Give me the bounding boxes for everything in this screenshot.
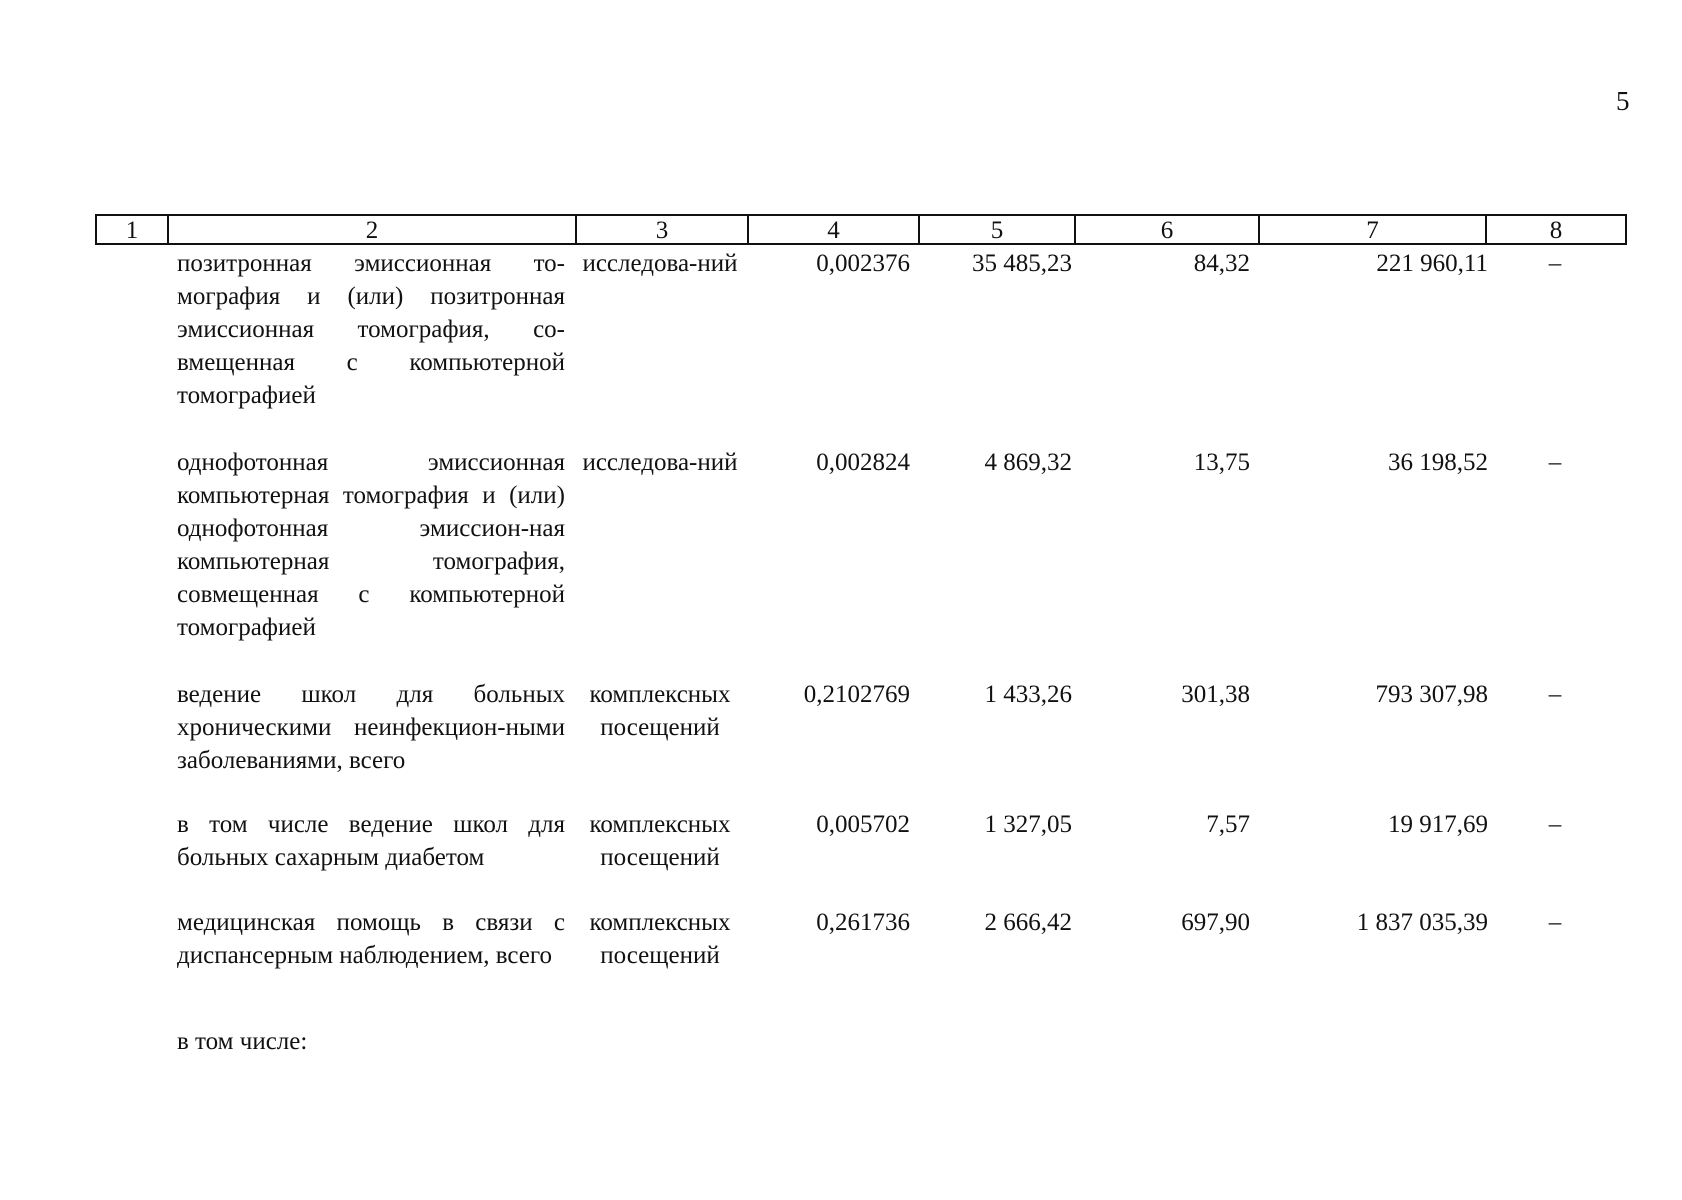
- row-value-col8: –: [1548, 449, 1562, 476]
- row-description: однофотонная эмиссионная компьютерная томография и (или) однофотонная эмиссион-ная компьютерная томография, совмещенная с компьютерной томографией: [177, 449, 565, 641]
- row-value-col5: 35 485,23: [972, 250, 1072, 277]
- row-value-col8: –: [1548, 681, 1562, 708]
- row-description: ведение школ для больных хроническими неинфекцион-ными заболеваниями, всего: [177, 681, 565, 774]
- header-cell-7: 7: [1260, 216, 1487, 243]
- row-value-col8: –: [1548, 909, 1562, 936]
- header-cell-8: 8: [1549, 217, 1563, 244]
- row-value-col8: –: [1548, 250, 1562, 277]
- row-value-col7: 19 917,69: [1388, 811, 1488, 838]
- header-cell-1: 1: [97, 216, 169, 243]
- row-unit: исследова-ний: [582, 449, 738, 476]
- header-cell-4: 4: [749, 216, 920, 243]
- row-value-col5: 1 327,05: [984, 811, 1072, 838]
- row-value-col4: 0,261736: [816, 909, 910, 936]
- header-cell-3: 3: [577, 216, 749, 243]
- subsection-label: в том числе:: [177, 1028, 308, 1055]
- row-value-col4: 0,2102769: [803, 681, 910, 708]
- row-value-col6: 7,57: [1206, 811, 1250, 838]
- page-number: 5: [1616, 86, 1630, 116]
- row-unit: комплексных посещений: [589, 681, 731, 741]
- row-value-col6: 84,32: [1193, 250, 1250, 277]
- row-value-col6: 697,90: [1181, 909, 1250, 936]
- row-value-col6: 13,75: [1193, 449, 1250, 476]
- header-cell-6: 6: [1076, 216, 1260, 243]
- row-value-col7: 221 960,11: [1376, 250, 1488, 277]
- row-value-col8: –: [1548, 811, 1562, 838]
- row-value-col5: 2 666,42: [984, 909, 1072, 936]
- row-value-col5: 1 433,26: [984, 681, 1072, 708]
- row-value-col4: 0,005702: [816, 811, 910, 838]
- row-unit: исследова-ний: [582, 250, 738, 277]
- header-cell-5: 5: [920, 216, 1076, 243]
- row-value-col7: 1 837 035,39: [1356, 909, 1488, 936]
- row-description: позитронная эмиссионная то-мография и (или) позитронная эмиссионная томография, со-вмещенная с компьютерной томографией: [177, 250, 565, 409]
- row-value-col7: 793 307,98: [1375, 681, 1488, 708]
- table-header-row: [95, 214, 1627, 245]
- row-value-col7: 36 198,52: [1388, 449, 1488, 476]
- row-unit: комплексных посещений: [589, 811, 731, 871]
- row-description: в том числе ведение школ для больных сахарным диабетом: [177, 811, 565, 871]
- row-value-col6: 301,38: [1181, 681, 1250, 708]
- row-value-col4: 0,002376: [816, 250, 910, 277]
- row-value-col4: 0,002824: [816, 449, 910, 476]
- row-description: медицинская помощь в связи с диспансерным наблюдением, всего: [177, 909, 565, 969]
- header-cell-2: 2: [169, 216, 577, 243]
- row-unit: комплексных посещений: [589, 909, 731, 969]
- row-value-col5: 4 869,32: [984, 449, 1072, 476]
